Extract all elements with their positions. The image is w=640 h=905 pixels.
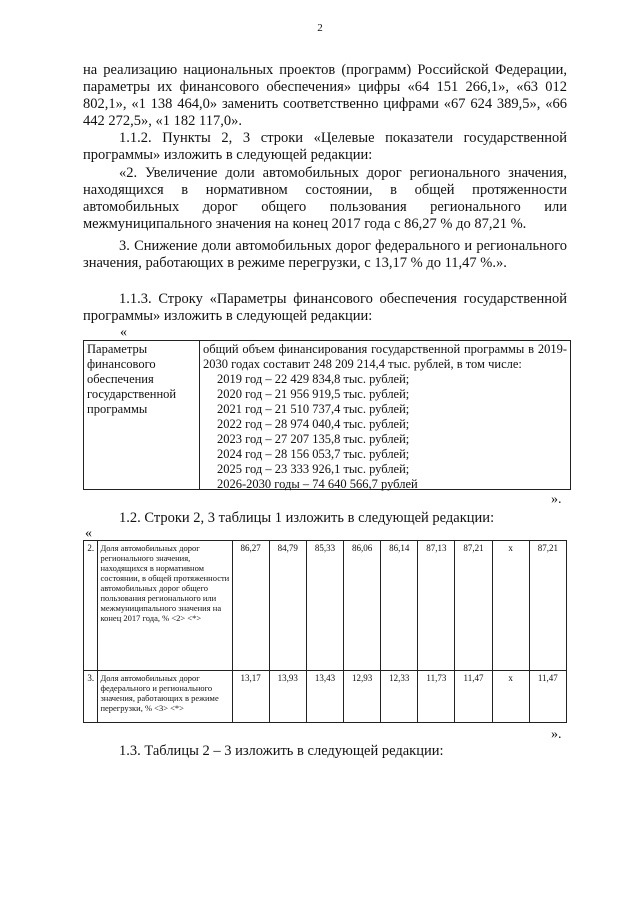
funding-year-item: 2024 год – 28 156 053,7 тыс. рублей; <box>217 447 410 461</box>
indicator-name: Доля автомобильных дорог федерального и регионального значения, работающих в режиме перегрузки, % <3> <*> <box>98 671 232 723</box>
funding-year-item: 2026-2030 годы – 74 640 566,7 рублей <box>217 477 418 491</box>
table-row <box>84 541 567 671</box>
indicator-value: 87,13 <box>418 541 455 671</box>
paragraph-target-3: 3. Снижение доли автомобильных дорог федерального и регионального значения, работающих в режиме перегрузки, с 13,17 % до 11,47 %.». <box>83 238 567 271</box>
table-row <box>84 671 567 723</box>
indicator-value: x <box>492 541 529 671</box>
indicator-value: 12,93 <box>344 671 381 723</box>
funding-year-item: 2023 год – 27 207 135,8 тыс. рублей; <box>217 432 410 446</box>
indicator-value: 11,47 <box>455 671 492 723</box>
indicator-value: 85,33 <box>306 541 343 671</box>
funding-parameters-content <box>200 341 570 493</box>
indicator-value: 13,43 <box>306 671 343 723</box>
funding-parameters-table <box>83 340 571 490</box>
indicator-name: Доля автомобильных дорог регионального значения, находящихся в нормативном состоянии, в общей протяженности автомобильных дорог общего пользования регионального или межмуниципального значения на конец 2017 года, % <2> <*> <box>98 541 232 671</box>
funding-year-item: 2025 год – 23 333 926,1 тыс. рублей; <box>217 462 410 476</box>
funding-total-text: общий объем финансирования государственной программы в 2019-2030 годах составит 248 209 214,4 тыс. рублей, в том числе: <box>203 342 567 371</box>
indicator-value: x <box>492 671 529 723</box>
indicator-value: 84,79 <box>269 541 306 671</box>
paragraph-item-1-1-2: 1.1.2. Пункты 2, 3 строки «Целевые показатели государственной программы» изложить в следующей редакции: <box>83 130 567 163</box>
funding-year-item: 2022 год – 28 974 040,4 тыс. рублей; <box>217 417 410 431</box>
funding-year-item: 2021 год – 21 510 737,4 тыс. рублей; <box>217 402 410 416</box>
indicator-value: 86,14 <box>381 541 418 671</box>
paragraph-funding-figures: на реализацию национальных проектов (программ) Российской Федерации, параметры их финансового обеспечения» цифры «64 151 266,1», «63 012 802,1», «1 138 464,0» заменить соответственно цифрами «67 624 389,5», «66 442 272,5», «1 182 117,0». <box>83 62 567 129</box>
indicator-value: 13,17 <box>232 671 269 723</box>
funding-year-item: 2019 год – 22 429 834,8 тыс. рублей; <box>217 372 410 386</box>
indicator-value: 12,33 <box>381 671 418 723</box>
indicator-value: 86,06 <box>344 541 381 671</box>
funding-year-item: 2020 год – 21 956 919,5 тыс. рублей; <box>217 387 410 401</box>
page-number: 2 <box>317 22 323 34</box>
paragraph-item-1-3: 1.3. Таблицы 2 – 3 изложить в следующей редакции: <box>119 743 444 759</box>
indicator-value: 11,47 <box>529 671 566 723</box>
row-number: 2. <box>84 541 98 671</box>
paragraph-item-1-1-3: 1.1.3. Строку «Параметры финансового обеспечения государственной программы» изложить в следующей редакции: <box>83 291 567 324</box>
indicator-value: 87,21 <box>529 541 566 671</box>
indicator-value: 13,93 <box>269 671 306 723</box>
quote-open-mark: « <box>85 526 92 541</box>
quote-close-mark: ». <box>551 492 562 507</box>
indicator-value: 86,27 <box>232 541 269 671</box>
paragraph-item-1-2: 1.2. Строки 2, 3 таблицы 1 изложить в следующей редакции: <box>119 510 495 526</box>
quote-open-mark: « <box>120 325 127 340</box>
indicator-value: 87,21 <box>455 541 492 671</box>
indicator-value: 11,73 <box>418 671 455 723</box>
indicators-table <box>83 540 567 723</box>
quote-close-mark: ». <box>551 727 562 742</box>
funding-parameters-label: Параметры финансового обеспечения государственной программы <box>84 341 200 489</box>
row-number: 3. <box>84 671 98 723</box>
paragraph-target-2: «2. Увеличение доли автомобильных дорог регионального значения, находящихся в нормативном состоянии, в общей протяженности автомобильных дорог общего пользования регионального или межмуниципального значения на конец 2017 года с 86,27 % до 87,21 %. <box>83 165 567 232</box>
